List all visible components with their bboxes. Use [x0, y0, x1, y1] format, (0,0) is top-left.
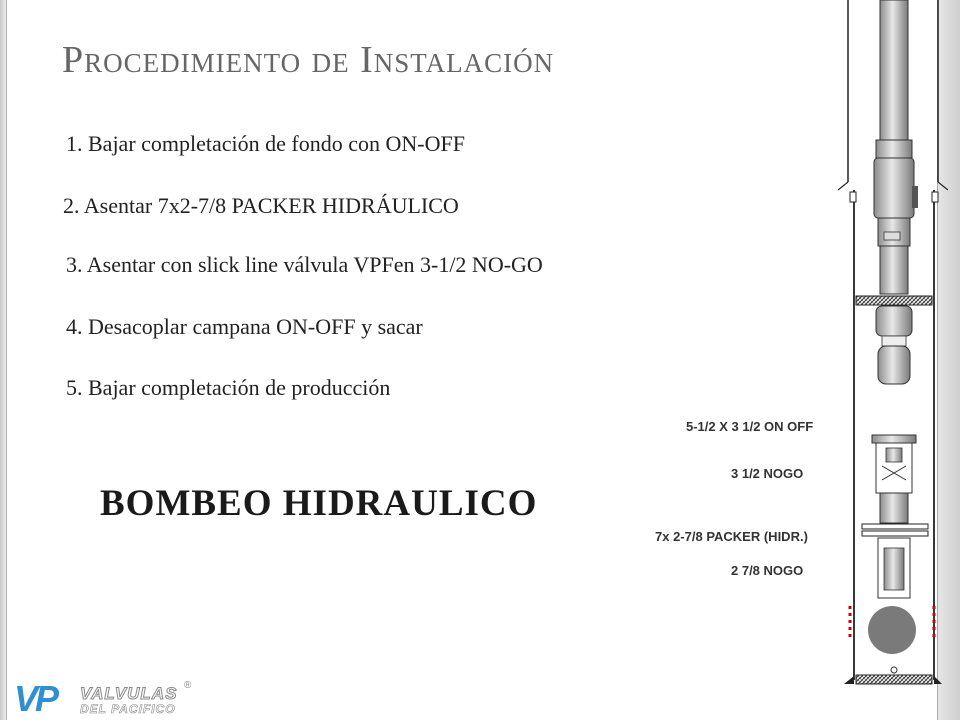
company-logo	[8, 676, 198, 720]
on-off-tool	[876, 306, 912, 384]
step-5: 5. Bajar completación de producción	[66, 375, 391, 400]
slide-left-border	[0, 0, 7, 720]
packer	[862, 524, 928, 598]
step-1: 1. Bajar completación de fondo con ON-OFF	[66, 131, 465, 156]
step-2: 2. Asentar 7x2-7/8 PACKER HIDRÁULICO	[63, 193, 459, 218]
label-nogo-3-1-2: 3 1/2 NOGO	[731, 466, 804, 481]
plug-ball	[868, 606, 916, 654]
slide-title: Procedimiento de Instalación	[62, 39, 555, 81]
label-on-off: 5-1/2 X 3 1/2 ON OFF	[686, 419, 814, 434]
step-3: 3. Asentar con slick line válvula VPFen 3-1/2 NO-GO	[66, 252, 543, 277]
label-nogo-2-7-8: 2 7/8 NOGO	[731, 563, 804, 578]
label-packer: 7x 2-7/8 PACKER (HIDR.)	[655, 529, 808, 544]
bombeo-hidraulico-heading: BOMBEO HIDRAULICO	[100, 483, 538, 524]
nogo-valve-assembly	[872, 435, 916, 523]
registered-mark: ®	[184, 680, 192, 691]
tubing-string	[874, 0, 918, 294]
logo-text-del-pacifico: DEL PACIFICO	[80, 702, 176, 716]
well-completion-diagram	[838, 0, 948, 720]
step-4: 4. Desacoplar campana ON-OFF y sacar	[66, 314, 423, 339]
logo-text-valvulas: VALVULAS	[80, 684, 178, 703]
seal-element	[856, 296, 932, 305]
bottom-seal	[856, 675, 932, 684]
logo-vp-mark: VP	[14, 678, 57, 719]
